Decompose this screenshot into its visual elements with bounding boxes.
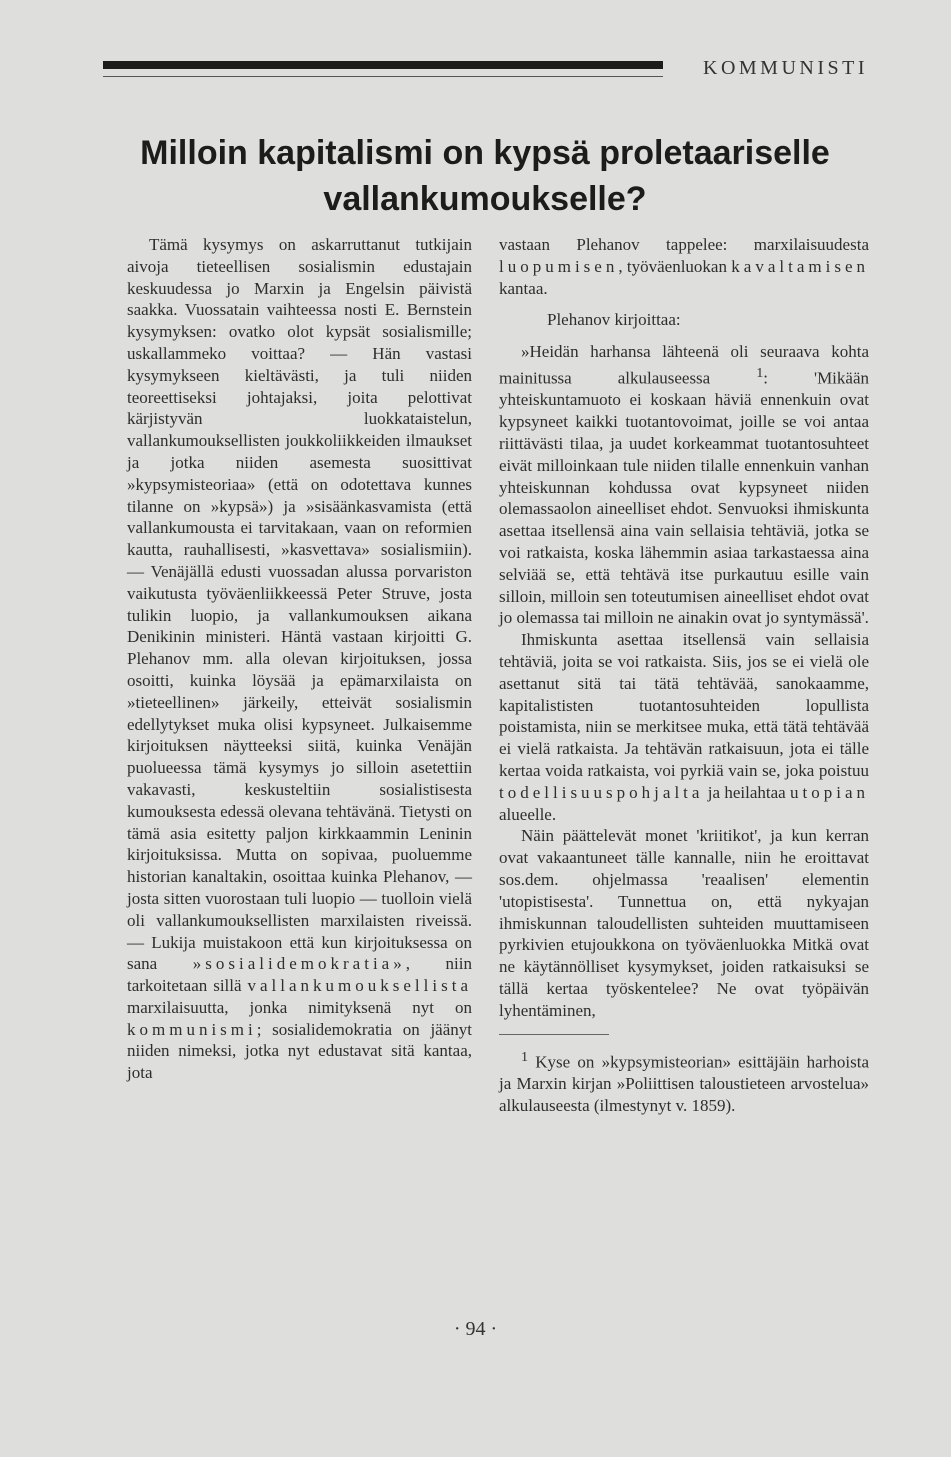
right-column	[499, 234, 869, 1117]
footnote-reference: 1	[756, 364, 764, 381]
header-rule-thick	[103, 61, 663, 69]
page-number: · 94 ·	[453, 1318, 498, 1340]
footnote-divider	[499, 1034, 609, 1035]
spaced-term: kavaltamisen	[731, 256, 869, 276]
footnote-mark: 1	[521, 1048, 529, 1065]
spaced-term: »sosialidemokratia»	[192, 954, 406, 974]
footnote: $^1$ Kyse on »kypsymisteorian» esittäjäin harhoista ja Marxin kirjan »Poliittisen taloustieteen arvostelua» alkulauseesta (ilmestynyt v. 1859).	[499, 1048, 869, 1115]
journal-name: KOMMUNISTI	[703, 57, 868, 79]
article-title: Milloin kapitalismi on kypsä proletaariselle vallankumoukselle?	[140, 134, 830, 218]
intro-paragraph: Tämä kysymys on askarruttanut tutkijain aivoja tieteellisen sosialismin edustajain keskuudessa jo Marxin ja Engelsin päivistä saakka. Vuossatain vaihteessa nosti E. Bernstein kysymyksen: ovatko olot kypsät sosialismille; uskallammeko voittaa? — Hän vastasi kysymykseen kieltävästi, ja tuli niiden teoreettiseksi johtajaksi, joita pelottivat kärjistyvän luokkataistelun, vallankumouksellisten joukkoliikkeiden ilmaukset ja jotka niiden asemesta suosittivat »kypsymisteoriaa» (että on odotettava kunnes tilanne on »kypsä») ja »sisäänkasvamista (että vallankumousta ei tarvitakaan, vaan on reformien kautta, rauhallisesti, »kasvettava» sosialismiin). — Venäjällä edusti vuossadan alussa porvariston vaikutusta työväenliikkeessä Peter Struve, josta tulikin luopio, ja vallankumouksen aikana Denikinin ministeri. Häntä vastaan kirjoitti G. Plehanov mm. alla olevan kirjoituksen, jossa osoitti, kuinka löysää ja epämarxilaista on »tieteellinen» järkeily, etteivät sosialismin edellytykset muka olisi kypsyneet. Julkaisemme kirjoituksen näytteeksi siitä, kuinka Venäjän puolueessa tämä kysymys jo silloin asetettiin vakavasti, keskusteltiin sosialistisesta kumouksesta edessä olevana tehtävänä. Tietysti on tämä asia esitetty paljon kirkkaammin Leninin kirjoituksissa. Mutta on sopivaa, puoluemme historian kanaltakin, osoittaa kuinka Plehanov, — josta sitten vuorostaan tuli luopio — tuolloin vielä oli vallankumouksellisten marxilaisten riveissä. — Lukija muistakoon että kun kirjoituksessa on sana »sosialidemokratia», niin tarkoitetaan sillä vallankumouksellista marxilaisuutta, jonka nimityksenä nyt on kommunismi; sosialidemokratia on jäänyt niiden nimeksi, jotka nyt edustavat sitä kantaa, jota	[127, 235, 472, 1083]
spaced-term: todellisuuspohjalta	[499, 782, 704, 802]
spaced-term: utopian	[790, 782, 869, 802]
quote-paragraph: »Heidän harhansa lähteenä oli seuraava kohta mainitussa alkulauseessa $^1$: 'Mikään yhteiskuntamuoto ei koskaan häviä ennenkuin ovat kypsyneet kaikki tuotantovoimat, joille se voi antaa riittävästi tilaa, ja uudet korkeammat tuotantosuhteet eivät milloinkaan tule niiden tilalle ennenkuin vanhan yhteiskunnan kohdussa ovat kypsyneet niiden olemassaolon aineelliset ehdot. Senvuoksi ihmiskunta asettaa itsellensä aina vain sellaisia tehtäviä, jotka se voi ratkaista, koska lähemmin asiaa tarkastaessa aina selviää se, että tehtävä itse purkautuu esille vain silloin, milloin sen toteutumisen aineelliset ehdot ovat jo olemassa tai milloin ne ainakin ovat jo syntymässä'.	[499, 342, 869, 628]
quote-lead: Plehanov kirjoittaa:	[547, 310, 681, 330]
header-rule-thin	[103, 76, 663, 77]
spaced-term: kommunismi	[127, 1019, 257, 1039]
left-column	[127, 234, 472, 1084]
continuation-paragraph: vastaan Plehanov tappelee: marxilaisuudesta luopumisen, työväenluokan kavaltamisen kantaa.	[499, 235, 869, 298]
spaced-term: vallankumouksellista	[247, 976, 472, 996]
body-paragraph: Näin päättelevät monet 'kriitikot', ja kun kerran ovat vakaantuneet tälle kannalle, niin he eroittavat sos.dem. ohjelmassa 'reaalisen' elementin 'utopistisesta'. Tunnettua on, että nykyajan ihmiskunnan taloudellisten suhteiden muuttamiseen pyrkivien etujoukkona on työväenluokka Mitkä ovat ne käytännölliset kysymykset, joiden ratkaisuksi se tällä kertaa työskentelee? Ne ovat työpäivän lyhentäminen,	[499, 826, 869, 1020]
spaced-term: luopumisen	[499, 256, 619, 276]
body-paragraph: Ihmiskunta asettaa itsellensä vain sellaisia tehtäviä, joita se voi ratkaista. Siis, jos se ei vielä ole asettanut sitä tai tätä tehtävää, sanokaamme, kapitalististen tuotantosuhteiden lopullista poistamista, niin se merkitsee muka, että tätä tehtävää ei vielä ratkaista. Ja tehtävän ratkaisuun, jota ei tälle kertaa voida ratkaista, voi pyrkiä vain se, joka poistuu todellisuuspohjalta ja heilahtaa utopian alueelle.	[499, 630, 869, 824]
